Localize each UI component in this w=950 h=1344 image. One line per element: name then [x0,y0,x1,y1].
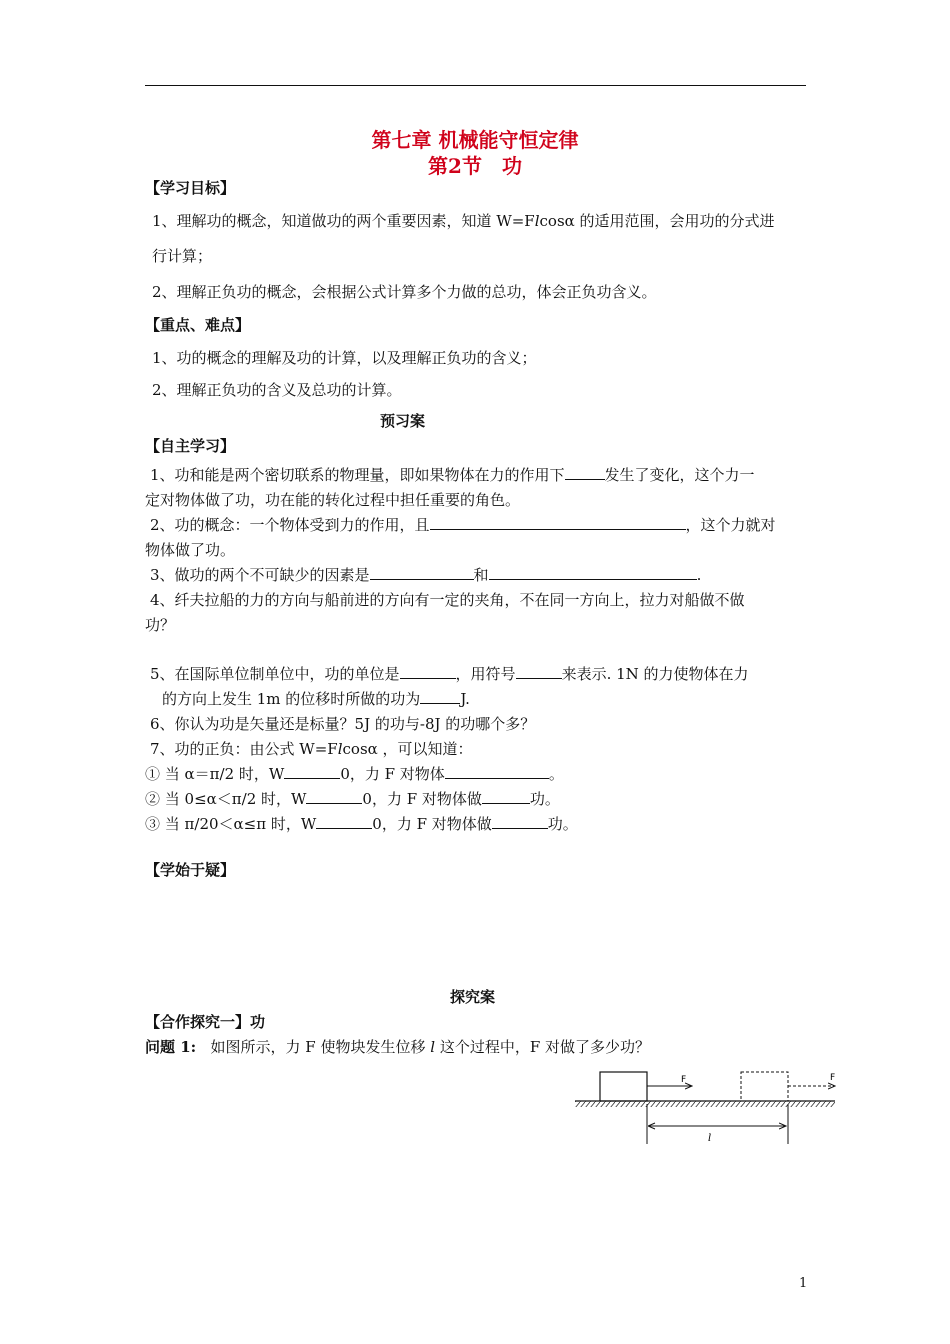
displacement-label: l [708,1133,712,1144]
block-final [741,1072,788,1101]
question-3: 3、做功的两个不可缺少的因素是 和 . [150,566,702,584]
blank[interactable] [306,789,362,804]
question-4-line-1: 4、纤夫拉船的力的方向与船前进的方向有一定的夹角，不在同一方向上，拉力对船做不做 [150,591,745,609]
objectives-heading: 【学习目标】 [145,179,236,197]
force-displacement-figure [560,1060,850,1150]
header-rule [145,85,806,86]
blank[interactable] [516,664,562,679]
blank[interactable] [445,764,549,779]
explore-heading: 探究案 [450,988,496,1006]
blank[interactable] [492,814,548,829]
blank[interactable] [370,565,474,580]
blank[interactable] [489,565,697,580]
objective-2: 2、理解正负功的概念，会根据公式计算多个力做的总功，体会正负功含义。 [152,283,657,301]
blank[interactable] [430,515,686,530]
doubts-heading: 【学始于疑】 [145,861,236,879]
preview-heading: 预习案 [380,412,426,430]
case-2: ② 当 0≤α＜π/2 时，W 0，力 F 对物体做 功。 [145,790,560,808]
case-3: ③ 当 π/20＜α≤π 时，W 0，力 F 对物体做 功。 [145,815,578,833]
question-2-line-1: 2、功的概念：一个物体受到力的作用，且 ，这个力就对 [150,516,776,534]
block-initial [600,1072,647,1101]
question-1-line-1: 1、功和能是两个密切联系的物理量，即如果物体在力的作用下 发生了变化，这个力一 [150,466,755,484]
force-label-2: F [830,1073,836,1083]
blank[interactable] [284,764,340,779]
question-2-line-2: 物体做了功。 [145,541,236,559]
objective-1-line-2: 行计算； [152,247,213,265]
question-5-line-2: 的方向上发生 1m 的位移时所做的功为 J. [162,690,470,708]
problem-1: 问题 1: 如图所示，力 F 使物块发生位移 l 这个过程中，F 对做了多少功？ [145,1038,650,1056]
question-7: 7、功的正负：由公式 W=Flcosα ，可以知道： [150,740,473,758]
objective-1-line-1: 1、理解功的概念，知道做功的两个重要因素，知道 W=Flcosα 的适用范围，会用功的分式进 [152,212,775,230]
question-4-line-2: 功？ [145,616,176,634]
coop-heading: 【合作探究一】功 [145,1013,266,1031]
blank[interactable] [316,814,372,829]
blank[interactable] [420,689,460,704]
page-number: 1 [799,1276,808,1291]
question-5-line-1: 5、在国际单位制单位中，功的单位是 ，用符号 来表示. 1N 的力使物体在力 [150,665,749,683]
blank[interactable] [400,664,456,679]
question-6: 6、你认为功是矢量还是标量？5J 的功与-8J 的功哪个多？ [150,715,536,733]
question-1-line-2: 定对物体做了功，功在能的转化过程中担任重要的角色。 [145,491,521,509]
key-points-heading: 【重点、难点】 [145,316,251,334]
blank[interactable] [565,465,605,480]
force-label-1: F [681,1075,687,1085]
key-point-1: 1、功的概念的理解及功的计算，以及理解正负功的含义； [152,349,537,367]
key-point-2: 2、理解正负功的含义及总功的计算。 [152,381,402,399]
section-title: 第2节 功 [428,154,522,178]
blank[interactable] [482,789,530,804]
self-study-heading: 【自主学习】 [145,437,236,455]
case-1: ① 当 α＝π/2 时，W 0，力 F 对物体 。 [145,765,564,783]
ground-hatch [575,1101,835,1107]
chapter-title: 第七章 机械能守恒定律 [371,128,579,152]
